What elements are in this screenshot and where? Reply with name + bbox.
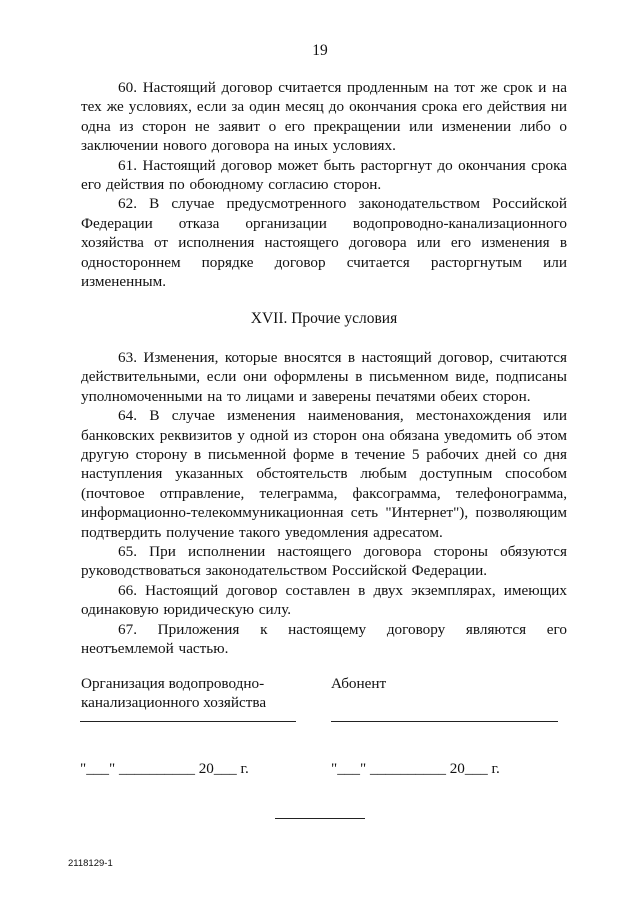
document-code: 2118129-1	[68, 858, 113, 869]
date-field-right: "___" __________ 20___ г.	[331, 760, 500, 777]
signature-party-left	[81, 674, 266, 713]
date-field-left: "___" __________ 20___ г.	[80, 760, 249, 777]
signature-left-line1: Организация водопроводно-	[81, 675, 265, 692]
paragraph-64: 64. В случае изменения наименования, местонахождения или банковских реквизитов у одной из сторон она обязана уведомить об этом другую сторону в письменной форме в течение 5 рабочих дней со дня наступления указанных обстоятельств любым доступным способом (почтовое отправление, телеграмма, факсограмма, телефонограмма, информационно-телекоммуникационная сеть "Интернет"), позволяющим подтвердить получение такого уведомления адресатом.	[81, 407, 567, 541]
page-number: 19	[312, 42, 328, 59]
signature-left-line2: канализационного хозяйства	[81, 694, 267, 712]
paragraph-62: 62. В случае предусмотренного законодательством Российской Федерации отказа организации водопроводно-канализационного хозяйства от исполнения настоящего договора или его изменения в одностороннем порядке договор считается расторгнутым или измененным.	[81, 195, 567, 291]
paragraph-63: 63. Изменения, которые вносятся в настоящий договор, считаются действительными, если они оформлены в письменном виде, подписаны уполномоченными на то лицами и заверены печатями обеих сторон.	[81, 348, 567, 405]
signature-party-right: Абонент	[331, 675, 387, 692]
paragraph-66: 66. Настоящий договор составлен в двух экземплярах, имеющих одинаковую юридическую силу.	[81, 581, 567, 619]
closing-rule	[275, 818, 365, 819]
paragraph-60: 60. Настоящий договор считается продленным на тот же срок и на тех же условиях, если за один месяц до окончания срока его действия ни одна из сторон не заявит о его прекращении или изменении либо о заключении нового договора на иных условиях.	[81, 79, 567, 155]
paragraph-65: 65. При исполнении настоящего договора стороны обязуются руководствоваться законодательством Российской Федерации.	[81, 542, 567, 580]
signature-line-left	[80, 721, 296, 722]
section-title: XVII. Прочие условия	[250, 310, 398, 328]
signature-line-right	[331, 721, 558, 722]
paragraph-61: 61. Настоящий договор может быть расторгнут до окончания срока его действия по обоюдному согласию сторон.	[81, 156, 567, 194]
paragraph-67: 67. Приложения к настоящему договору являются его неотъемлемой частью.	[81, 620, 567, 657]
document-body	[81, 78, 567, 658]
